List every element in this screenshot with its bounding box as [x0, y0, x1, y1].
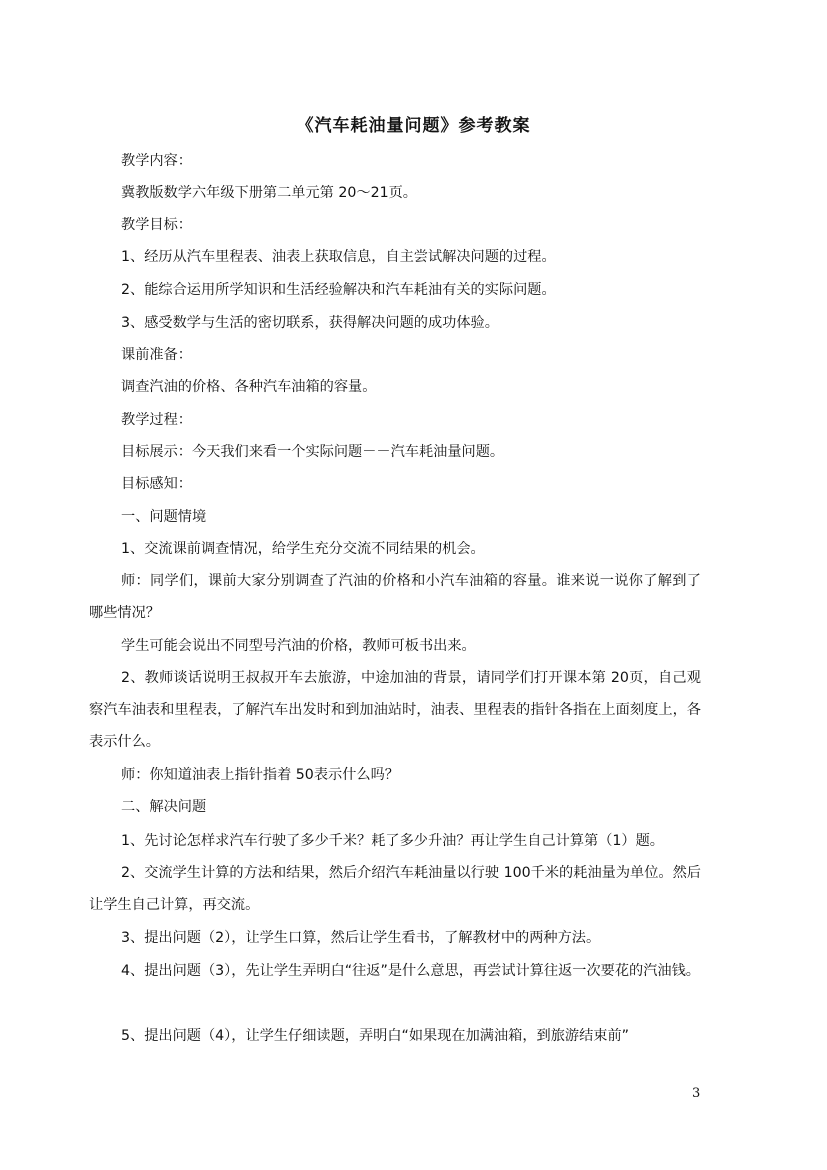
paragraph: 调查汽油的价格、各种汽车油箱的容量。	[121, 379, 377, 395]
paragraph: 目标感知：	[121, 476, 192, 492]
paragraph: 教学内容：	[121, 153, 192, 169]
paragraph: 二、解决问题	[121, 799, 207, 815]
paragraph: 3、提出问题（2），让学生口算，然后让学生看书，了解教材中的两种方法。	[121, 930, 601, 946]
paragraph: 1、交流课前调查情况，给学生充分交流不同结果的机会。	[121, 541, 485, 557]
document-title: 《汽车耗油量问题》参考教案	[296, 116, 531, 136]
paragraph: 一、问题情境	[121, 509, 207, 525]
paragraph: 2、交流学生计算的方法和结果，然后介绍汽车耗油量以行驶 100千米的耗油量为单位。然后让学生自己计算，再交流。	[89, 865, 701, 913]
paragraph: 3、感受数学与生活的密切联系，获得解决问题的成功体验。	[121, 315, 499, 331]
paragraph: 冀教版数学六年级下册第二单元第 20～21页。	[121, 185, 417, 201]
paragraph: 师：同学们，课前大家分别调查了汽油的价格和小汽车油箱的容量。谁来说一说你了解到了哪些情况？	[89, 573, 701, 621]
paragraph: 1、经历从汽车里程表、油表上获取信息，自主尝试解决问题的过程。	[121, 249, 556, 265]
paragraph: 5、提出问题（4），让学生仔细读题，弄明白“如果现在加满油箱，到旅游结束前”	[121, 1028, 630, 1044]
paragraph: 目标展示：今天我们来看一个实际问题－－汽车耗油量问题。	[121, 444, 505, 460]
paragraph: 2、能综合运用所学知识和生活经验解决和汽车耗油有关的实际问题。	[121, 282, 556, 298]
paragraph: 教学过程：	[121, 412, 192, 428]
paragraph: 教学目标：	[121, 217, 192, 233]
paragraph: 2、教师谈话说明王叔叔开车去旅游，中途加油的背景，请同学们打开课本第 20页，自己观察汽车油表和里程表，了解汽车出发时和到加油站时，油表、里程表的指针各指在上面刻度上，各表示什么。	[89, 670, 701, 750]
page-number: 3	[692, 1086, 701, 1101]
paragraph: 1、先讨论怎样求汽车行驶了多少千米？耗了多少升油？再让学生自己计算第（1）题。	[121, 833, 664, 849]
paragraph: 师：你知道油表上指针指着 50表示什么吗？	[121, 767, 399, 783]
paragraph: 课前准备：	[121, 347, 192, 363]
paragraph: 4、提出问题（3），先让学生弄明白“往返”是什么意思，再尝试计算往返一次要花的汽油钱。	[121, 963, 700, 979]
paragraph: 学生可能会说出不同型号汽油的价格，教师可板书出来。	[121, 638, 476, 654]
